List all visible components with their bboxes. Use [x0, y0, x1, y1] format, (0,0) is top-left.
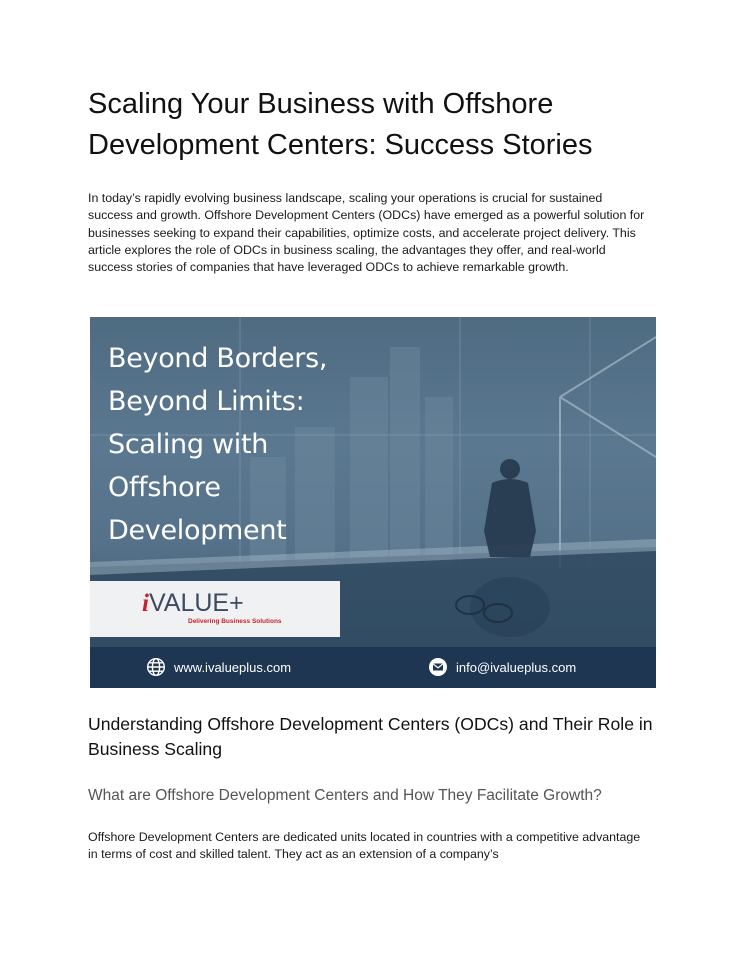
logo-tagline: Delivering Business Solutions: [188, 618, 282, 625]
logo-value-text: VALUE+: [148, 589, 244, 617]
intro-paragraph: In today’s rapidly evolving business landscape, scaling your operations is crucial for sustained success and growth. Offshore Development Centers (ODCs) have emerged as a powerful solution for businesses seeking to expand their capabilities, optimize costs, and accelerate project delivery. This article explores the role of ODCs in business scaling, the advantages they offer, and real-world success stories of companies that have leveraged ODCs to achieve remarkable growth.: [88, 191, 645, 275]
subsection-heading: What are Offshore Development Centers and How They Facilitate Growth?: [88, 787, 602, 804]
section-heading: Understanding Offshore Development Centers (ODCs) and Their Role in Business Scaling: [88, 714, 653, 759]
email-contact: [428, 657, 576, 677]
hero-heading-line: Scaling with: [108, 429, 269, 460]
hero-heading: [108, 337, 408, 552]
ivalue-logo: [90, 581, 340, 637]
contact-bar: [90, 647, 656, 688]
globe-icon: [146, 657, 166, 677]
hero-banner-image: [90, 317, 656, 688]
website-contact: [146, 657, 291, 677]
document-title: Scaling Your Business with Offshore Development Centers: Success Stories: [88, 88, 593, 161]
mail-icon: [428, 657, 448, 677]
hero-heading-line: Beyond Borders,: [108, 343, 328, 374]
website-url: www.ivalueplus.com: [174, 659, 292, 675]
hero-heading-line: Beyond Limits:: [108, 386, 305, 417]
logo-wordmark: [142, 589, 244, 618]
subsection-paragraph: Offshore Development Centers are dedicated units located in countries with a competitive advantage in terms of cost and skilled talent. They act as an extension of a company’s: [88, 830, 641, 862]
logo-i-letter: i: [142, 590, 149, 617]
email-address: info@ivalueplus.com: [456, 659, 577, 675]
hero-heading-line: Offshore: [108, 472, 221, 503]
hero-heading-line: Development: [108, 515, 287, 546]
